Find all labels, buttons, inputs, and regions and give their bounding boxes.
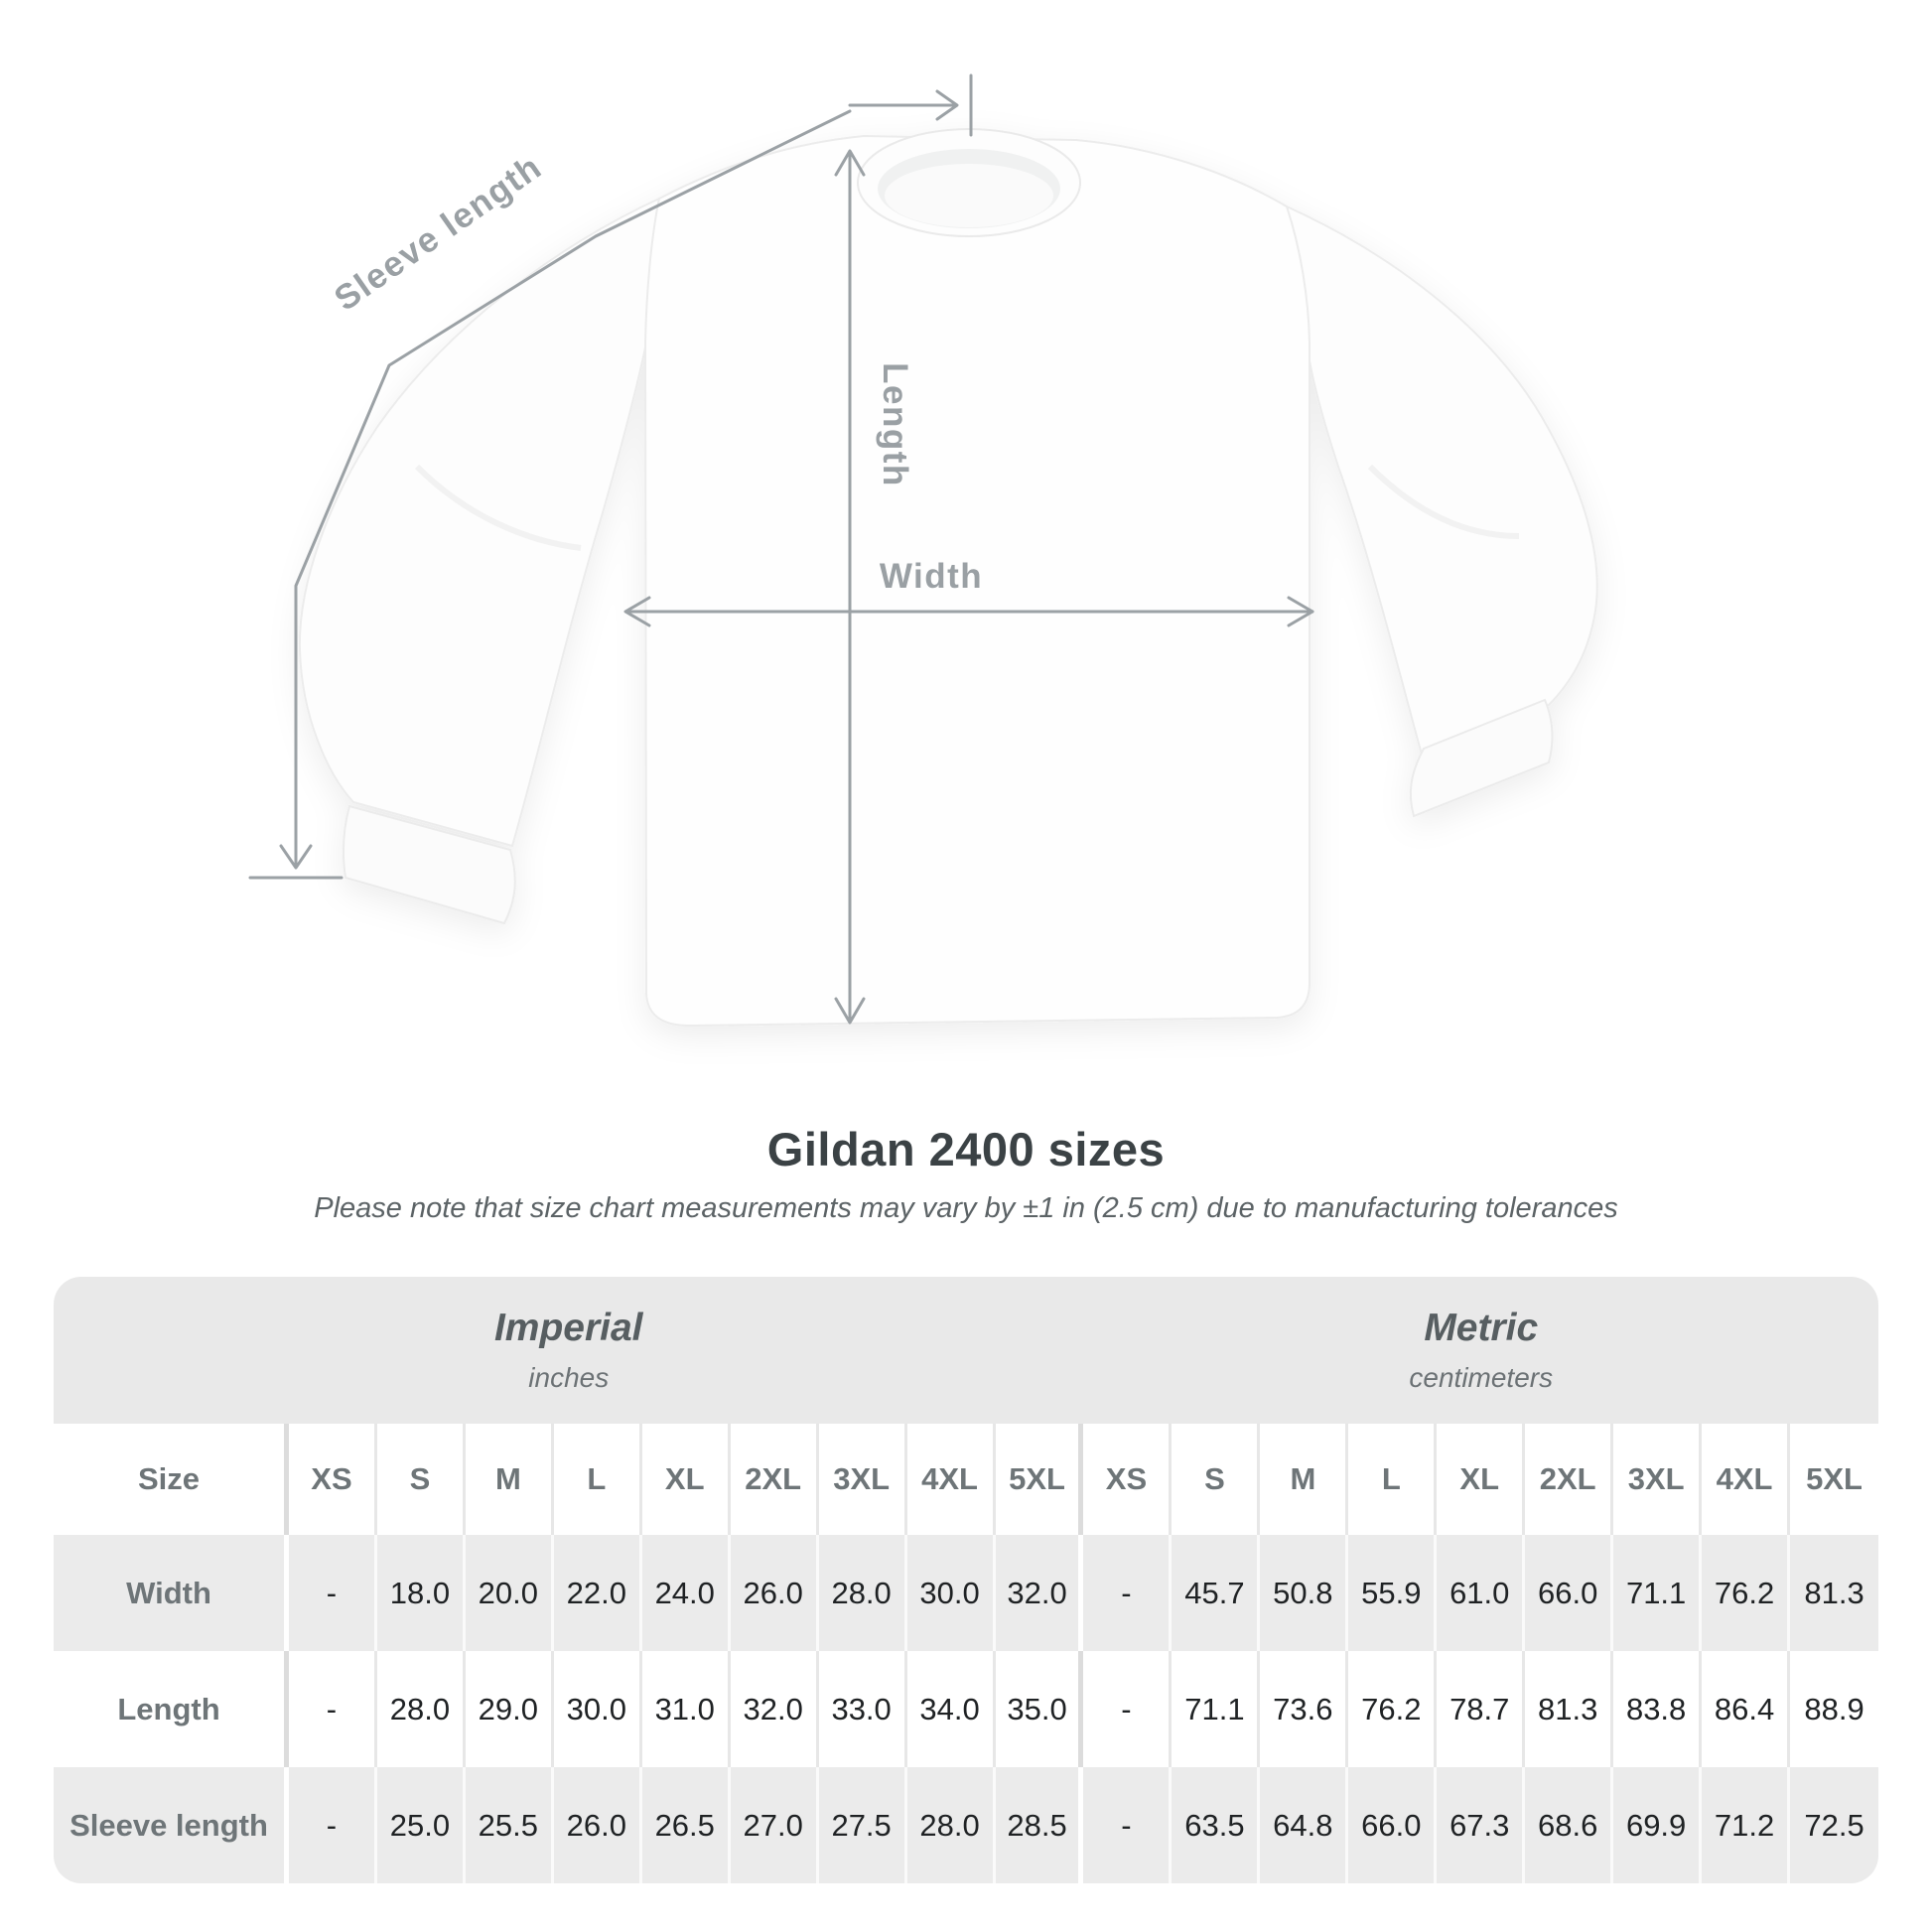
page-title: Gildan 2400 sizes bbox=[766, 1123, 1166, 1175]
row-label: Length bbox=[54, 1651, 289, 1767]
size-col-metric-5xl: 5XL bbox=[1806, 1461, 1863, 1496]
cell-value: 69.9 bbox=[1613, 1767, 1702, 1883]
cell-value: 25.0 bbox=[377, 1767, 466, 1883]
cell-value: 81.3 bbox=[1804, 1575, 1864, 1610]
row-label: Width bbox=[54, 1535, 289, 1651]
cell-value: 35.0 bbox=[996, 1651, 1084, 1767]
cell-value: 32.0 bbox=[996, 1535, 1084, 1651]
metric-unit-label: centimeters bbox=[1409, 1362, 1554, 1393]
cell-value: 76.2 bbox=[1702, 1535, 1790, 1651]
table-row-sleeve-length bbox=[54, 1767, 1878, 1883]
cell-value: 63.5 bbox=[1172, 1767, 1260, 1883]
cell-value: 71.1 bbox=[1613, 1535, 1702, 1651]
cell-value: 86.4 bbox=[1702, 1651, 1790, 1767]
size-col-metric-4xl: 4XL bbox=[1702, 1424, 1790, 1535]
cell-value: 66.0 bbox=[1348, 1767, 1437, 1883]
size-chart-table bbox=[54, 1277, 1878, 1883]
size-col-imperial-m: M bbox=[466, 1424, 554, 1535]
cell-value: - bbox=[289, 1651, 377, 1767]
cell-value: - bbox=[289, 1535, 377, 1651]
cell-value: - bbox=[1083, 1767, 1172, 1883]
cell-value: 71.2 bbox=[1702, 1767, 1790, 1883]
size-col-imperial-2xl: 2XL bbox=[731, 1424, 819, 1535]
imperial-unit-label: inches bbox=[528, 1362, 610, 1393]
cell-value: 76.2 bbox=[1348, 1651, 1437, 1767]
cell-value: 64.8 bbox=[1260, 1767, 1348, 1883]
cell-value: 67.3 bbox=[1437, 1767, 1525, 1883]
size-col-imperial-4xl: 4XL bbox=[907, 1424, 996, 1535]
size-col-imperial-xs: XS bbox=[289, 1424, 377, 1535]
width-label: Width bbox=[879, 557, 984, 596]
cell-value: - bbox=[1083, 1651, 1172, 1767]
metric-section-header bbox=[1084, 1277, 1879, 1424]
size-col-metric-l: L bbox=[1348, 1424, 1437, 1535]
size-col-imperial-3xl: 3XL bbox=[819, 1424, 907, 1535]
size-col-metric-s: S bbox=[1172, 1424, 1260, 1535]
size-col-imperial-l: L bbox=[554, 1424, 642, 1535]
cell-value: 28.0 bbox=[907, 1767, 996, 1883]
sleeve-length-label: Sleeve length bbox=[327, 147, 549, 319]
cell-value: 26.0 bbox=[731, 1535, 819, 1651]
cell-value: 26.0 bbox=[554, 1767, 642, 1883]
length-label: Length bbox=[876, 362, 914, 487]
size-header-row bbox=[54, 1424, 1878, 1535]
cell-value: - bbox=[1083, 1535, 1172, 1651]
cell-value: 32.0 bbox=[731, 1651, 819, 1767]
size-col-metric-2xl: 2XL bbox=[1525, 1424, 1613, 1535]
cell-value: 24.0 bbox=[642, 1535, 731, 1651]
cell-value: 33.0 bbox=[819, 1651, 907, 1767]
unit-section-header bbox=[54, 1277, 1878, 1424]
cell-value: 22.0 bbox=[554, 1535, 642, 1651]
table-row-width bbox=[54, 1535, 1878, 1651]
cell-value: 78.7 bbox=[1437, 1651, 1525, 1767]
cell-value: 26.5 bbox=[642, 1767, 731, 1883]
cell-value: 30.0 bbox=[907, 1535, 996, 1651]
cell-value: 81.3 bbox=[1525, 1651, 1613, 1767]
row-label: Sleeve length bbox=[54, 1767, 289, 1883]
size-col-imperial-s: S bbox=[377, 1424, 466, 1535]
cell-value: 83.8 bbox=[1613, 1651, 1702, 1767]
cell-value: 28.0 bbox=[819, 1535, 907, 1651]
collar-inner bbox=[885, 164, 1053, 227]
cell-value: 45.7 bbox=[1172, 1535, 1260, 1651]
cell-value: 27.5 bbox=[819, 1767, 907, 1883]
cell-value: 25.5 bbox=[466, 1767, 554, 1883]
cell-value: 27.0 bbox=[731, 1767, 819, 1883]
size-col-metric-m: M bbox=[1260, 1424, 1348, 1535]
cell-value: 31.0 bbox=[642, 1651, 731, 1767]
cell-value: - bbox=[289, 1767, 377, 1883]
cell-value: 73.6 bbox=[1260, 1651, 1348, 1767]
imperial-label: Imperial bbox=[493, 1307, 643, 1349]
cell-value: 88.9 bbox=[1804, 1691, 1864, 1726]
cell-value: 28.5 bbox=[996, 1767, 1084, 1883]
imperial-section-header bbox=[54, 1277, 1084, 1424]
size-col-imperial-xl: XL bbox=[642, 1424, 731, 1535]
cell-value: 34.0 bbox=[907, 1651, 996, 1767]
size-col-imperial-5xl: 5XL bbox=[996, 1424, 1084, 1535]
cell-value: 72.5 bbox=[1804, 1807, 1864, 1843]
cell-value: 28.0 bbox=[377, 1651, 466, 1767]
cell-value: 18.0 bbox=[377, 1535, 466, 1651]
size-col-metric-xl: XL bbox=[1437, 1424, 1525, 1535]
table-row-length bbox=[54, 1651, 1878, 1767]
tolerance-note: Please note that size chart measurements may vary by ±1 in (2.5 cm) due to manufacturing tolerances bbox=[314, 1192, 1618, 1224]
cell-value: 30.0 bbox=[554, 1651, 642, 1767]
size-col-metric-xs: XS bbox=[1083, 1424, 1172, 1535]
metric-label: Metric bbox=[1424, 1307, 1539, 1349]
cell-value: 29.0 bbox=[466, 1651, 554, 1767]
size-column-label: Size bbox=[54, 1424, 289, 1535]
cell-value: 71.1 bbox=[1172, 1651, 1260, 1767]
right-sleeve bbox=[1287, 207, 1597, 755]
size-table-body bbox=[54, 1535, 1878, 1883]
cell-value: 20.0 bbox=[466, 1535, 554, 1651]
size-col-metric-3xl: 3XL bbox=[1613, 1424, 1702, 1535]
cell-value: 50.8 bbox=[1260, 1535, 1348, 1651]
cell-value: 66.0 bbox=[1525, 1535, 1613, 1651]
cell-value: 55.9 bbox=[1348, 1535, 1437, 1651]
cell-value: 68.6 bbox=[1525, 1767, 1613, 1883]
cell-value: 61.0 bbox=[1437, 1535, 1525, 1651]
